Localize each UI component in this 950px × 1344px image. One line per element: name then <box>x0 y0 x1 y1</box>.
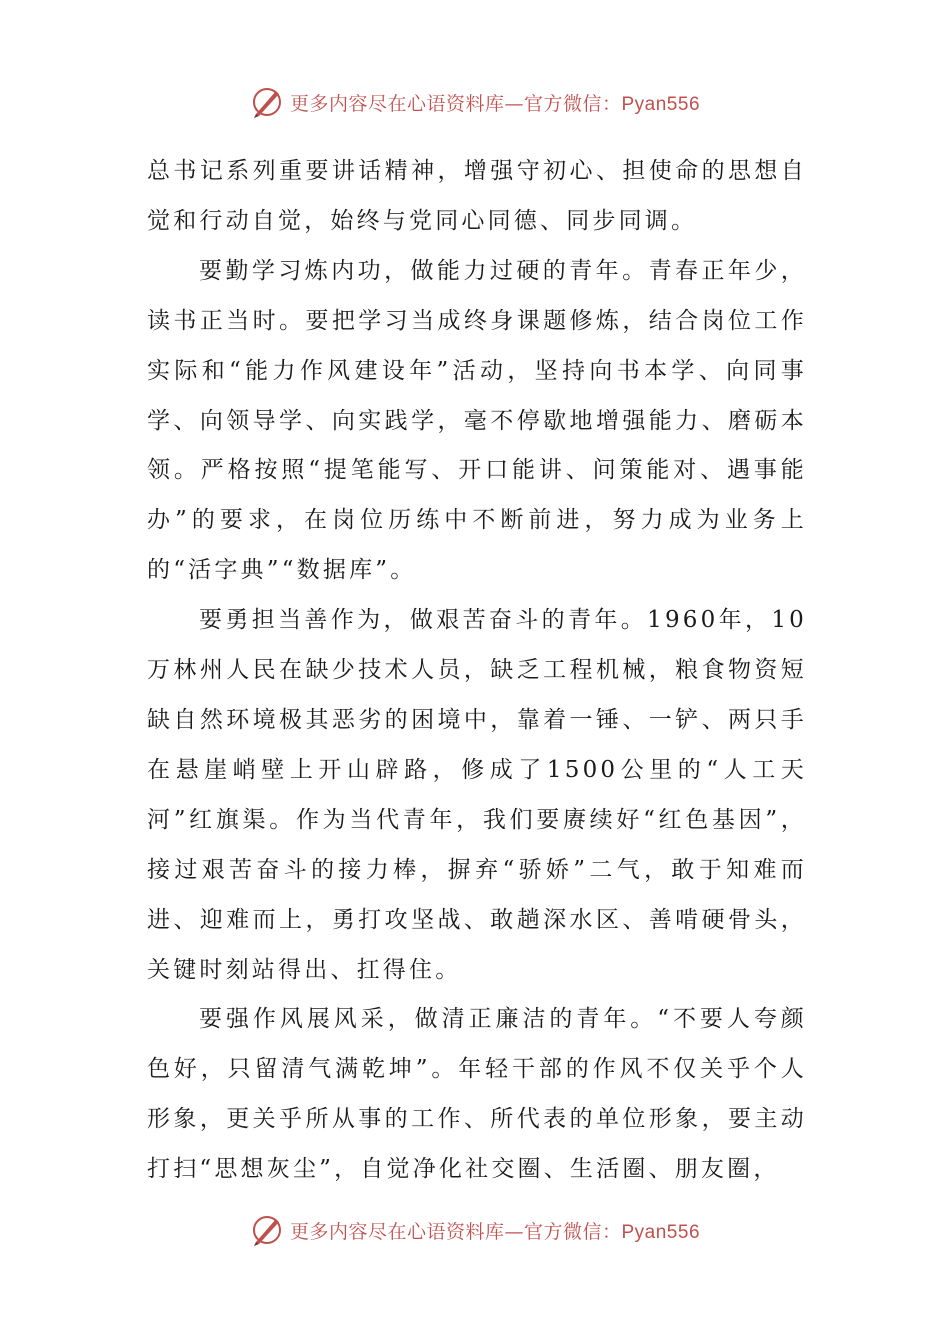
header-banner <box>0 82 950 122</box>
paragraph-3: 要勇担当善作为，做艰苦奋斗的青年。1960年，10万林州人民在缺少技术人员，缺乏工程机械，粮食物资短缺自然环境极其恶劣的困境中，靠着一锤、一铲、两只手在悬崖峭壁上开山辟路，修成了1500公里的“人工天河”红旗渠。作为当代青年，我们要赓续好“红色基因”，接过艰苦奋斗的接力棒，摒弃“骄娇”二气，敢于知难而进、迎难而上，勇打攻坚战、敢趟深水区、善啃硬骨头，关键时刻站得出、扛得住。 <box>147 607 807 983</box>
paragraph-2: 要勤学习炼内功，做能力过硬的青年。青春正年少，读书正当时。要把学习当成终身课题修炼，结合岗位工作实际和“能力作风建设年”活动，坚持向书本学、向同事学、向领导学、向实践学，毫不停歇地增强能力、磨砺本领。严格按照“提笔能写、开口能讲、问策能对、遇事能办”的要求，在岗位历练中不断前进，努力成为业务上的“活字典”“数据库”。 <box>147 257 807 584</box>
pen-circle-logo-icon <box>250 1213 284 1247</box>
header-wechat-id: Pyan556 <box>621 93 701 115</box>
footer-banner-text: 更多内容尽在心语资料库—官方微信：Pyan556 <box>289 1220 701 1243</box>
pen-circle-logo-icon <box>250 85 284 119</box>
footer-banner <box>0 1210 950 1250</box>
paragraph-4: 要强作风展风采，做清正廉洁的青年。“不要人夸颜色好，只留清气满乾坤”。年轻干部的作风不仅关乎个人形象，更关乎所从事的工作、所代表的单位形象，要主动打扫“思想灰尘”，自觉净化社交圈、生活圈、朋友圈， <box>147 1006 807 1183</box>
footer-wechat-id: Pyan556 <box>621 1221 701 1243</box>
header-banner-text: 更多内容尽在心语资料库—官方微信：Pyan556 <box>289 92 701 115</box>
paragraph-1: 总书记系列重要讲话精神，增强守初心、担使命的思想自觉和行动自觉，始终与党同心同德、同步同调。 <box>147 158 807 234</box>
document-body <box>147 147 807 1195</box>
